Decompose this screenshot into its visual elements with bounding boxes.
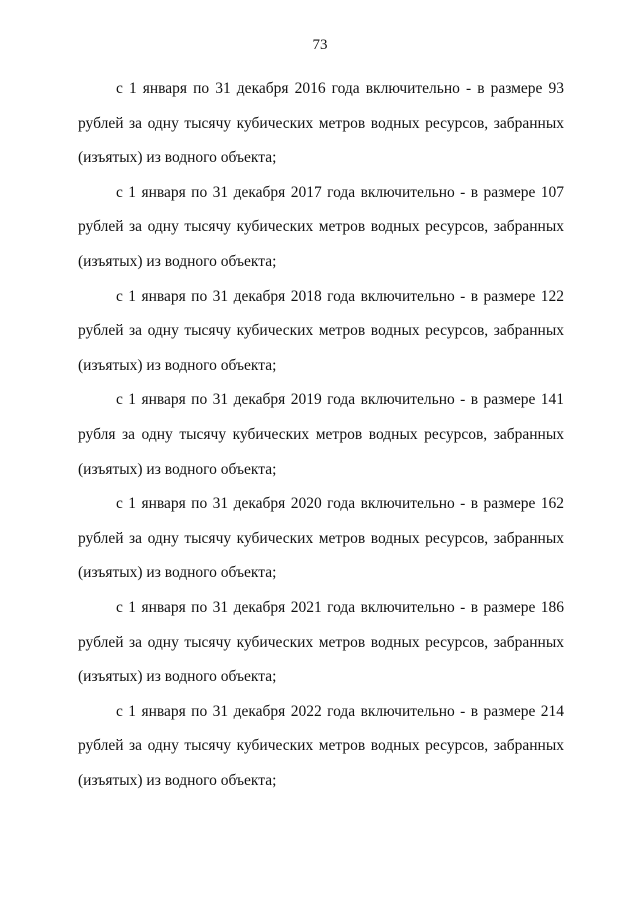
paragraph-2016: с 1 января по 31 декабря 2016 года включительно - в размере 93 рублей за одну тысячу кубических метров водных ресурсов, забранных (изъятых) из водного объекта; bbox=[78, 80, 564, 167]
paragraph-2019: с 1 января по 31 декабря 2019 года включительно - в размере 141 рубля за одну тысячу кубических метров водных ресурсов, забранных (изъятых) из водного объекта; bbox=[78, 391, 564, 478]
paragraph-2022: с 1 января по 31 декабря 2022 года включительно - в размере 214 рублей за одну тысячу кубических метров водных ресурсов, забранных (изъятых) из водного объекта; bbox=[78, 702, 564, 789]
paragraph-2021: с 1 января по 31 декабря 2021 года включительно - в размере 186 рублей за одну тысячу кубических метров водных ресурсов, забранных (изъятых) из водного объекта; bbox=[78, 598, 564, 686]
paragraph-2017: с 1 января по 31 декабря 2017 года включительно - в размере 107 рублей за одну тысячу кубических метров водных ресурсов, забранных (изъятых) из водного объекта; bbox=[78, 183, 564, 270]
document-body bbox=[78, 72, 564, 798]
page-number: 73 bbox=[312, 37, 328, 53]
paragraph-2020: с 1 января по 31 декабря 2020 года включительно - в размере 162 рублей за одну тысячу кубических метров водных ресурсов, забранных (изъятых) из водного объекта; bbox=[78, 495, 564, 582]
paragraph-2018: с 1 января по 31 декабря 2018 года включительно - в размере 122 рублей за одну тысячу кубических метров водных ресурсов, забранных (изъятых) из водного объекта; bbox=[78, 287, 564, 374]
